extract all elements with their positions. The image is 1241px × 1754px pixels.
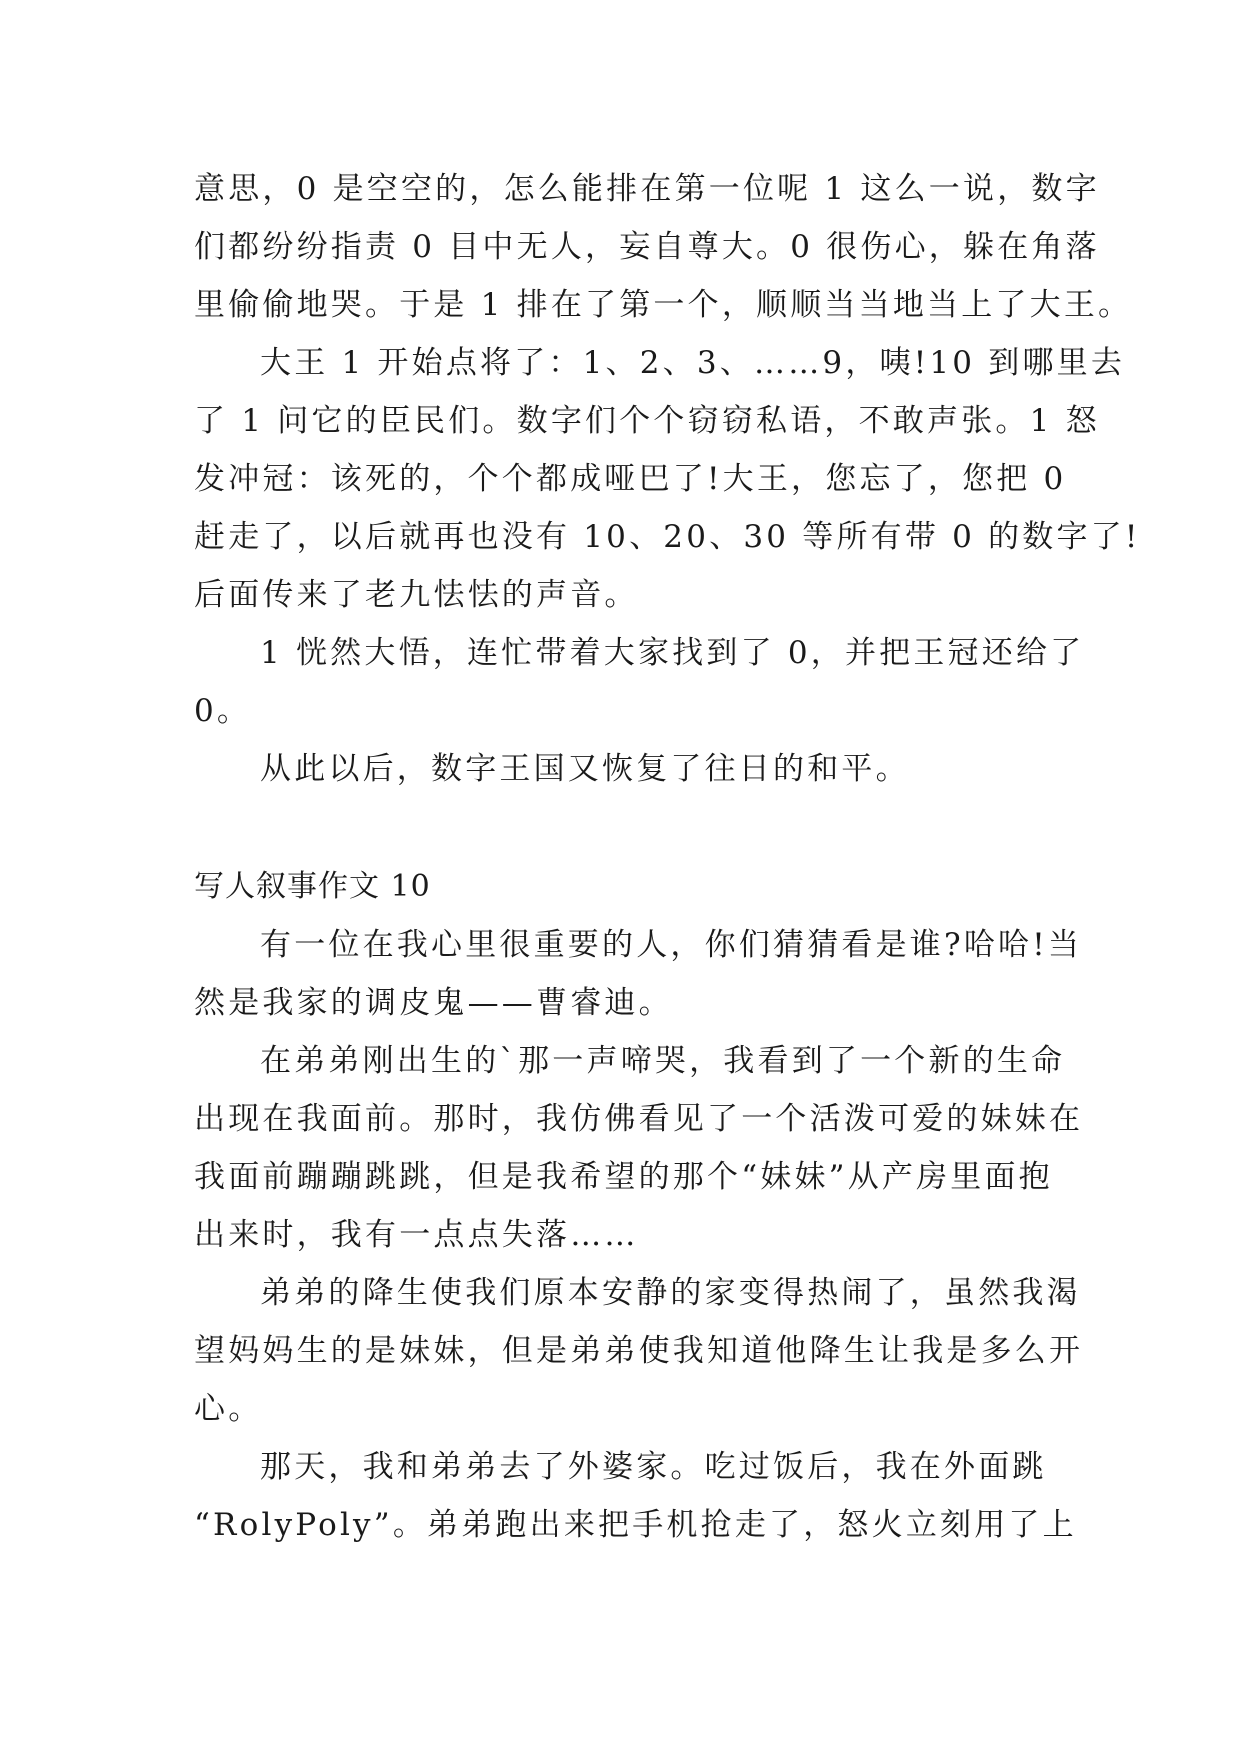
text-line: 后面传来了老九怯怯的声音。 [194,577,639,613]
text-line: 1 恍然大悟，连忙带着大家找到了 0，并把王冠还给了 [260,635,1085,671]
text-line: 心。 [194,1391,263,1427]
text-line: “RolyPoly”。弟弟跑出来把手机抢走了，怒火立刻用了上 [194,1507,1077,1543]
text-line: 有一位在我心里很重要的人，你们猜猜看是谁?哈哈!当 [260,927,1083,963]
section-gap [194,798,1058,858]
text-line: 我面前蹦蹦跳跳，但是我希望的那个“妹妹”从产房里面抱 [194,1159,1053,1195]
text-line: 里偷偷地哭。于是 1 排在了第一个，顺顺当当地当上了大王。 [194,287,1133,323]
text-line: 望妈妈生的是妹妹，但是弟弟使我知道他降生让我是多么开 [194,1333,1084,1369]
text-line: 出来时，我有一点点失落…… [194,1217,639,1253]
text-line: 意思，0 是空空的，怎么能排在第一位呢 1 这么一说，数字 [194,171,1100,207]
section-title: 写人叙事作文 10 [194,869,431,904]
text-line: 发冲冠：该死的，个个都成哑巴了!大王，您忘了，您把 0 [194,461,1067,497]
text-line: 从此以后，数字王国又恢复了往日的和平。 [260,751,910,787]
text-line: 了 1 问它的臣民们。数字们个个窃窃私语，不敢声张。1 怒 [194,403,1100,439]
text-line: 弟弟的降生使我们原本安静的家变得热闹了，虽然我渴 [260,1275,1081,1311]
text-line: 那天，我和弟弟去了外婆家。吃过饭后，我在外面跳 [260,1449,1047,1485]
text-line: 赶走了，以后就再也没有 10、20、30 等所有带 0 的数字了! [194,519,1141,555]
text-line: 们都纷纷指责 0 目中无人，妄自尊大。0 很伤心，躲在角落 [194,229,1100,265]
document-page [194,160,1141,1554]
text-line: 出现在我面前。那时，我仿佛看见了一个活泼可爱的妹妹在 [194,1101,1084,1137]
text-line: 大王 1 开始点将了：1、2、3、……9，咦!10 到哪里去 [260,345,1126,381]
text-line: 然是我家的调皮鬼——曹睿迪。 [194,985,673,1021]
text-line: 0。 [194,693,252,729]
text-line: 在弟弟刚出生的`那一声啼哭，我看到了一个新的生命 [260,1043,1066,1079]
